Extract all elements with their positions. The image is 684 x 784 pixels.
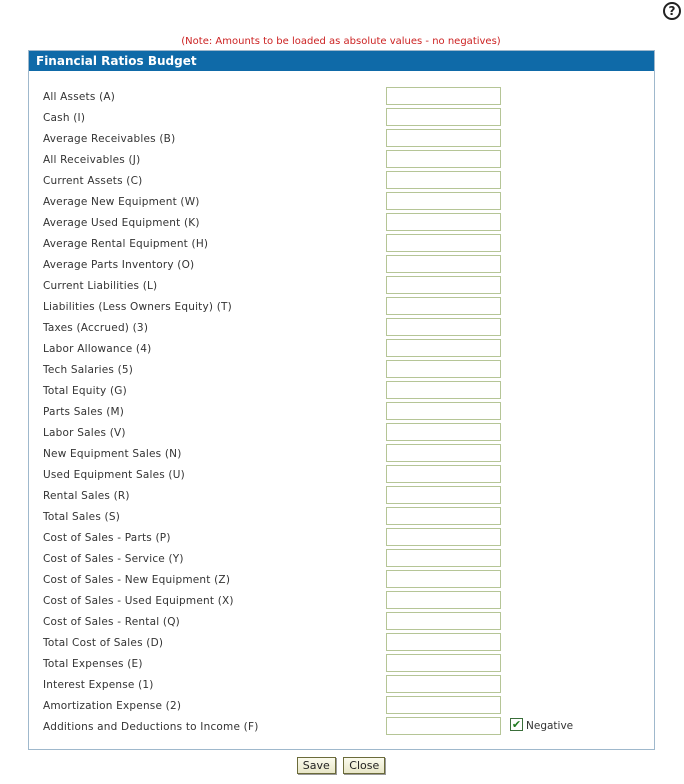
field-row xyxy=(29,255,654,276)
field-row xyxy=(29,465,654,486)
field-row xyxy=(29,381,654,402)
field-input[interactable] xyxy=(386,654,501,672)
field-input[interactable] xyxy=(386,276,501,294)
field-label: Cash (I) xyxy=(43,112,86,124)
field-list xyxy=(29,87,654,738)
field-row xyxy=(29,507,654,528)
field-label: Cost of Sales - Used Equipment (X) xyxy=(43,595,234,607)
field-row xyxy=(29,87,654,108)
field-row xyxy=(29,213,654,234)
field-input[interactable] xyxy=(386,318,501,336)
field-row xyxy=(29,318,654,339)
field-input[interactable] xyxy=(386,612,501,630)
field-row xyxy=(29,192,654,213)
field-label: Additions and Deductions to Income (F) xyxy=(43,721,259,733)
field-label: Cost of Sales - Service (Y) xyxy=(43,553,184,565)
field-label: Average Used Equipment (K) xyxy=(43,217,200,229)
help-icon[interactable]: ? xyxy=(663,2,681,20)
field-input[interactable] xyxy=(386,717,501,735)
field-input[interactable] xyxy=(386,465,501,483)
field-label: Taxes (Accrued) (3) xyxy=(43,322,149,334)
field-input[interactable] xyxy=(386,528,501,546)
field-row xyxy=(29,486,654,507)
field-input[interactable] xyxy=(386,675,501,693)
field-label: Rental Sales (R) xyxy=(43,490,130,502)
field-row xyxy=(29,528,654,549)
field-input[interactable] xyxy=(386,402,501,420)
field-label: Current Assets (C) xyxy=(43,175,143,187)
field-row xyxy=(29,423,654,444)
save-button[interactable]: Save xyxy=(297,757,336,774)
field-label: Average Receivables (B) xyxy=(43,133,176,145)
field-row xyxy=(29,360,654,381)
field-label: Tech Salaries (5) xyxy=(43,364,134,376)
field-label: Average New Equipment (W) xyxy=(43,196,200,208)
field-input[interactable] xyxy=(386,87,501,105)
field-input[interactable] xyxy=(386,108,501,126)
field-row xyxy=(29,402,654,423)
absolute-values-note: (Note: Amounts to be loaded as absolute values - no negatives) xyxy=(181,36,501,47)
field-row xyxy=(29,276,654,297)
field-label: All Receivables (J) xyxy=(43,154,141,166)
field-row xyxy=(29,675,654,696)
field-label: Current Liabilities (L) xyxy=(43,280,158,292)
field-input[interactable] xyxy=(386,213,501,231)
field-label: All Assets (A) xyxy=(43,91,116,103)
field-label: Cost of Sales - Parts (P) xyxy=(43,532,171,544)
field-input[interactable] xyxy=(386,192,501,210)
field-label: Total Sales (S) xyxy=(43,511,121,523)
field-row xyxy=(29,108,654,129)
field-label: Cost of Sales - Rental (Q) xyxy=(43,616,180,628)
negative-checkbox[interactable]: ✔ xyxy=(511,718,522,731)
field-label: Total Cost of Sales (D) xyxy=(43,637,164,649)
field-input[interactable] xyxy=(386,486,501,504)
field-label: Liabilities (Less Owners Equity) (T) xyxy=(43,301,232,313)
field-row xyxy=(29,297,654,318)
field-label: Labor Sales (V) xyxy=(43,427,126,439)
field-row xyxy=(29,654,654,675)
button-bar xyxy=(0,757,682,774)
field-row xyxy=(29,717,654,738)
field-label: Total Equity (G) xyxy=(43,385,127,397)
field-label: Average Rental Equipment (H) xyxy=(43,238,209,250)
field-label: Amortization Expense (2) xyxy=(43,700,182,712)
field-label: Parts Sales (M) xyxy=(43,406,125,418)
field-input[interactable] xyxy=(386,633,501,651)
field-row xyxy=(29,234,654,255)
field-input[interactable] xyxy=(386,360,501,378)
field-input[interactable] xyxy=(386,444,501,462)
field-input[interactable] xyxy=(386,381,501,399)
field-label: Cost of Sales - New Equipment (Z) xyxy=(43,574,231,586)
field-input[interactable] xyxy=(386,171,501,189)
field-row xyxy=(29,633,654,654)
field-row xyxy=(29,150,654,171)
field-input[interactable] xyxy=(386,150,501,168)
field-input[interactable] xyxy=(386,423,501,441)
field-input[interactable] xyxy=(386,297,501,315)
field-row xyxy=(29,171,654,192)
field-input[interactable] xyxy=(386,234,501,252)
field-label: Labor Allowance (4) xyxy=(43,343,152,355)
field-row xyxy=(29,570,654,591)
field-label: Average Parts Inventory (O) xyxy=(43,259,195,271)
negative-label: Negative xyxy=(526,720,574,732)
field-input[interactable] xyxy=(386,129,501,147)
field-row xyxy=(29,549,654,570)
field-input[interactable] xyxy=(386,255,501,273)
field-row xyxy=(29,339,654,360)
field-row xyxy=(29,129,654,150)
field-row xyxy=(29,591,654,612)
field-label: Used Equipment Sales (U) xyxy=(43,469,185,481)
field-row xyxy=(29,696,654,717)
field-input[interactable] xyxy=(386,549,501,567)
field-label: Interest Expense (1) xyxy=(43,679,154,691)
field-label: New Equipment Sales (N) xyxy=(43,448,182,460)
field-input[interactable] xyxy=(386,570,501,588)
field-input[interactable] xyxy=(386,507,501,525)
field-input[interactable] xyxy=(386,339,501,357)
panel-title: Financial Ratios Budget xyxy=(29,51,654,71)
field-input[interactable] xyxy=(386,696,501,714)
field-row xyxy=(29,444,654,465)
field-row xyxy=(29,612,654,633)
field-label: Total Expenses (E) xyxy=(43,658,143,670)
close-button[interactable]: Close xyxy=(343,757,385,774)
field-input[interactable] xyxy=(386,591,501,609)
financial-ratios-panel xyxy=(28,50,655,750)
